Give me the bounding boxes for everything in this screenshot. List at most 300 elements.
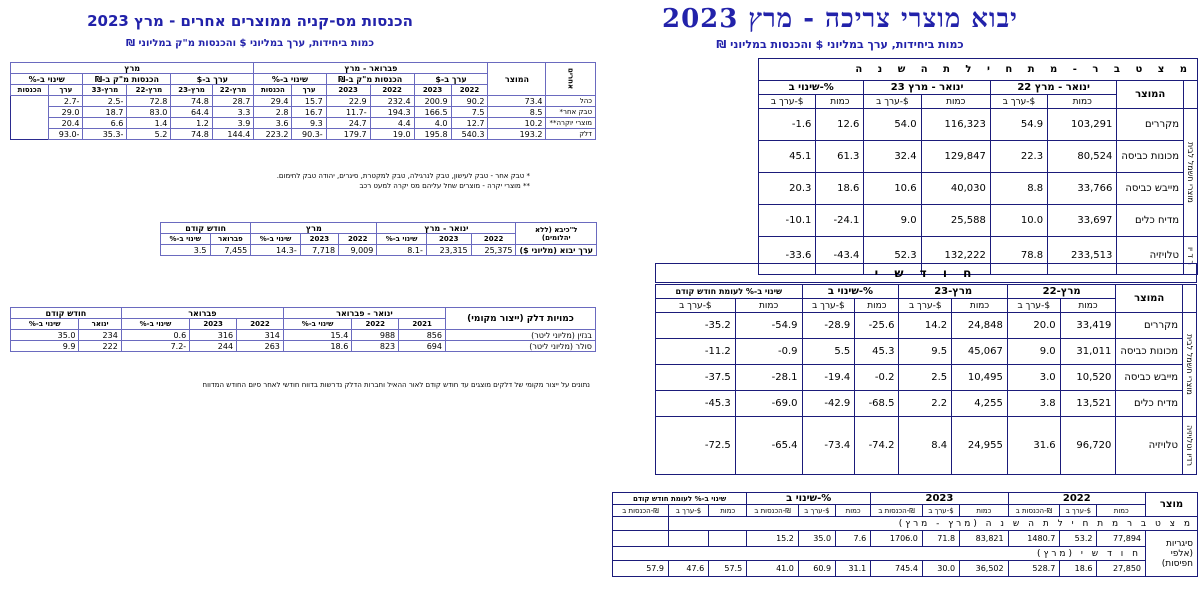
value-cell: 9.9 <box>11 341 79 352</box>
col-qty: כמות <box>921 95 990 109</box>
page-title-right: יבוא מוצרי צריכה - מרץ 2023 <box>662 4 1018 34</box>
table-row <box>656 417 1197 475</box>
page-title-left: הכנסות מס-קניה ממוצרים אחרים - מרץ 2023 <box>87 12 413 30</box>
value-cell: 144.4 <box>212 129 253 140</box>
product-name: כהל <box>546 96 596 107</box>
value-cell: 29.4 <box>254 96 292 107</box>
value-cell: -11.7 <box>326 107 370 118</box>
column-header: 2023 <box>300 234 338 245</box>
value-cell: 32.4 <box>864 141 921 173</box>
value-cell: 18.6 <box>1060 561 1097 577</box>
value-cell: 33,766 <box>1048 173 1117 205</box>
value-cell: 28.7 <box>212 96 253 107</box>
column-header: שינוי ב-% <box>11 319 79 330</box>
t1-product: המוצר <box>488 63 546 96</box>
column-header: ערך ב-$ <box>1060 505 1097 517</box>
value-cell: 52.3 <box>864 237 921 275</box>
value-cell: 10,520 <box>1060 365 1116 391</box>
value-cell: 4.4 <box>370 118 414 129</box>
value-cell: -7.2 <box>121 341 189 352</box>
value-cell: -65.4 <box>735 417 802 475</box>
column-header: שינוי ב-% <box>251 234 300 245</box>
value-cell: -37.5 <box>656 365 736 391</box>
t2-label: ל"כיבא (ללא יהלומים) <box>516 223 597 245</box>
monthly-table <box>655 284 1197 475</box>
value-cell: 64.4 <box>171 107 212 118</box>
value-cell: 745.4 <box>871 561 923 577</box>
empty-cell <box>709 531 747 547</box>
t1-h-chg: שינוי ב-% <box>254 74 326 85</box>
value-cell: -43.4 <box>816 237 864 275</box>
value-cell: 222 <box>79 341 121 352</box>
column-header: ערך <box>292 85 326 96</box>
value-cell: -10.1 <box>759 205 816 237</box>
value-cell: 9,009 <box>339 245 377 256</box>
table-row <box>759 109 1198 141</box>
value-cell: -0.9 <box>735 339 802 365</box>
footnote-1: * טבק אחר - טבק לעישון, טבק לנרגילה, טבק למקטרת, סיגרים, יהודה טבק לחימום. <box>276 172 530 180</box>
value-cell: 20.0 <box>1007 313 1060 339</box>
column-header: מרץ-33 <box>83 85 127 96</box>
product-name: סיגריות (אלפי חפיסות) <box>1146 531 1198 577</box>
column-header: כמות <box>960 505 1009 517</box>
column-header: הכנסות <box>11 85 49 96</box>
value-cell: 823 <box>352 341 399 352</box>
column-header: ערך <box>49 85 83 96</box>
value-cell: 18.6 <box>283 341 351 352</box>
product-name: ערך יבוא (מליוני $) <box>516 245 597 256</box>
column-header: ערך ב-$ <box>798 505 835 517</box>
side-label: אחרים <box>546 63 596 96</box>
value-cell: 316 <box>190 330 237 341</box>
column-header: הכנסות ב-₪ <box>613 505 669 517</box>
column-header: ינואר <box>79 319 121 330</box>
value-cell: -2.7 <box>49 96 83 107</box>
table-row <box>656 365 1197 391</box>
subtitle-right: כמות ביחידות, ערך במליוני $ והכנסות במליוני ₪ <box>716 38 964 51</box>
column-header: 2022 <box>237 319 284 330</box>
value-cell: 25,588 <box>921 205 990 237</box>
value-cell: -33.6 <box>759 237 816 275</box>
value-cell: 83,821 <box>960 531 1009 547</box>
value-cell: 31.1 <box>836 561 871 577</box>
value-cell: 35.0 <box>11 330 79 341</box>
value-cell: 30.0 <box>922 561 959 577</box>
col-qty: כמות <box>952 299 1008 313</box>
empty-cell <box>613 531 669 547</box>
value-cell: 18.7 <box>83 107 127 118</box>
value-cell: 4.0 <box>414 118 451 129</box>
table-row <box>759 141 1198 173</box>
product-name: מוצרי יוקרה** <box>546 118 596 129</box>
product-name: מכונות כביסה <box>1117 141 1184 173</box>
value-cell: 25,375 <box>471 245 516 256</box>
value-cell: 57.5 <box>709 561 747 577</box>
value-cell: 53.2 <box>1060 531 1097 547</box>
empty-cell <box>669 531 709 547</box>
value-cell: -1.6 <box>759 109 816 141</box>
table-row <box>656 339 1197 365</box>
value-cell: 232.4 <box>370 96 414 107</box>
cig-year-2023: 2023 <box>871 493 1008 505</box>
col-value: ערך ב-$ <box>990 95 1047 109</box>
value-cell: 195.8 <box>414 129 451 140</box>
col-qty: כמות <box>1048 95 1117 109</box>
value-cell: 24,955 <box>952 417 1008 475</box>
value-cell: 3.8 <box>1007 391 1060 417</box>
value-cell: 80,524 <box>1048 141 1117 173</box>
value-cell: -8.1 <box>377 245 426 256</box>
col-value: ערך ב-$ <box>759 95 816 109</box>
value-cell: 24.7 <box>326 118 370 129</box>
side-label: ר ד יו <box>1184 237 1198 275</box>
cig-year-2022: 2022 <box>1008 493 1145 505</box>
value-cell: -0.2 <box>855 365 899 391</box>
value-cell: 57.9 <box>613 561 669 577</box>
t2-grp-c: חודש קודם <box>161 223 251 234</box>
value-cell: 15.4 <box>283 330 351 341</box>
t3-grp-b: פברואר <box>121 308 283 319</box>
t3-label: כמויות דלק (ייצור מקומי) <box>446 308 596 330</box>
value-cell: -69.0 <box>735 391 802 417</box>
value-cell: -28.1 <box>735 365 802 391</box>
value-cell: 129,847 <box>921 141 990 173</box>
value-cell: 10.0 <box>990 205 1047 237</box>
t1-h-rev2: הכנסות מ"ק ב-₪ <box>83 74 171 85</box>
value-cell: 12.7 <box>451 118 488 129</box>
value-cell: 8.8 <box>990 173 1047 205</box>
value-cell: 9.0 <box>1007 339 1060 365</box>
value-cell: 31,011 <box>1060 339 1116 365</box>
value-cell: 45.1 <box>759 141 816 173</box>
value-cell: -54.9 <box>735 313 802 339</box>
product-name: טבק אחר* <box>546 107 596 118</box>
value-cell: 15.7 <box>292 96 326 107</box>
value-cell: 20.4 <box>49 118 83 129</box>
value-cell: -73.4 <box>802 417 855 475</box>
value-cell: 47.6 <box>669 561 709 577</box>
column-header: כמות <box>836 505 871 517</box>
column-header: ערך ב-$ <box>669 505 709 517</box>
value-cell: -25.6 <box>855 313 899 339</box>
value-cell: 223.2 <box>254 129 292 140</box>
value-cell: 22.9 <box>326 96 370 107</box>
value-cell: -68.5 <box>855 391 899 417</box>
table-row <box>759 173 1198 205</box>
value-cell: 18.6 <box>816 173 864 205</box>
monthly-change-prev: שינוי ב-% לעומת חודש קודם <box>656 285 803 299</box>
value-cell: 13,521 <box>1060 391 1116 417</box>
value-cell: 9.5 <box>899 339 952 365</box>
column-header: 2022 <box>370 85 414 96</box>
value-cell: 5.2 <box>127 129 171 140</box>
product-name: דלק <box>546 129 596 140</box>
ytd-product-header: המוצר <box>1117 81 1184 109</box>
cig-change: שינוי ב-% <box>747 493 871 505</box>
value-cell: 10.6 <box>864 173 921 205</box>
col-value: ערך ב-$ <box>802 299 855 313</box>
ytd-period-2022: ינואר - מרץ 22 <box>990 81 1117 95</box>
value-cell: 45,067 <box>952 339 1008 365</box>
value-cell: -35.2 <box>656 313 736 339</box>
product-name: מייבש כביסה <box>1116 365 1183 391</box>
value-cell: 244 <box>190 341 237 352</box>
value-cell: 7,455 <box>210 245 251 256</box>
value-cell: 72.8 <box>127 96 171 107</box>
column-header: 2022 <box>339 234 377 245</box>
monthly-change: שינוי ב-% <box>802 285 899 299</box>
t1-h-chg2: שינוי ב-% <box>11 74 83 85</box>
value-cell: 9.0 <box>864 205 921 237</box>
monthly-band: ח ו ד ש י <box>655 263 1197 283</box>
value-cell: 54.9 <box>990 109 1047 141</box>
value-cell: 10.2 <box>488 118 546 129</box>
value-cell: 528.7 <box>1008 561 1060 577</box>
value-cell: 234 <box>79 330 121 341</box>
value-cell: 36,502 <box>960 561 1009 577</box>
column-header: מרץ-23 <box>171 85 212 96</box>
value-cell: -11.2 <box>656 339 736 365</box>
col-qty: כמות <box>816 95 864 109</box>
product-name: מדיח כלים <box>1117 205 1184 237</box>
value-cell: 23,315 <box>426 245 471 256</box>
column-header: 2023 <box>326 85 370 96</box>
ytd-table <box>758 58 1198 263</box>
value-cell: 103,291 <box>1048 109 1117 141</box>
value-cell: 200.9 <box>414 96 451 107</box>
column-header: שינוי ב-% <box>283 319 351 330</box>
value-cell: 33,697 <box>1048 205 1117 237</box>
value-cell: 540.3 <box>451 129 488 140</box>
column-header: 2022 <box>451 85 488 96</box>
value-cell: 29.0 <box>49 107 83 118</box>
cig-monthly-band: ח ו ד ש י (מרץ) <box>613 547 1146 561</box>
column-header: ערך ב-$ <box>922 505 959 517</box>
ytd-band: מ צ ט ב ר - מ ת ח י ל ת ה ש נ ה <box>759 59 1198 81</box>
value-cell: -93.0 <box>49 129 83 140</box>
value-cell: 1.4 <box>127 118 171 129</box>
ytd-period-2023: ינואר - מרץ 23 <box>864 81 991 95</box>
value-cell: -42.9 <box>802 391 855 417</box>
subtitle-left: כמות ביחידות, ערך במליוני $ והכנסות מ"ק במליוני ₪ <box>125 38 375 49</box>
monthly-period-2022: מרץ-22 <box>1007 285 1115 299</box>
t3-grp-a: ינואר - פברואר <box>283 308 445 319</box>
value-cell: 12.6 <box>816 109 864 141</box>
value-cell: -2.5 <box>83 96 127 107</box>
value-cell: 27,850 <box>1097 561 1146 577</box>
product-name: מכונות כביסה <box>1116 339 1183 365</box>
monthly-product-header: המוצר <box>1116 285 1183 313</box>
cigarettes-table <box>612 492 1198 577</box>
value-cell: 3.6 <box>254 118 292 129</box>
value-cell: 9.3 <box>292 118 326 129</box>
column-header: שינוי ב-% <box>121 319 189 330</box>
value-cell: -28.9 <box>802 313 855 339</box>
value-cell: 3.3 <box>212 107 253 118</box>
table-row <box>656 391 1197 417</box>
column-header: 2023 <box>414 85 451 96</box>
value-cell: 83.0 <box>127 107 171 118</box>
ytd-change: שינוי ב-% <box>759 81 864 95</box>
value-cell: 233,513 <box>1048 237 1117 275</box>
column-header: פברואר <box>210 234 251 245</box>
value-cell: 3.9 <box>212 118 253 129</box>
value-cell: 988 <box>352 330 399 341</box>
column-header: הכנסות ב-₪ <box>871 505 923 517</box>
value-cell: 166.5 <box>414 107 451 118</box>
value-cell: -45.3 <box>656 391 736 417</box>
column-header: 2022 <box>352 319 399 330</box>
col-qty: כמות <box>855 299 899 313</box>
value-cell: -24.1 <box>816 205 864 237</box>
col-qty: כמות <box>1060 299 1116 313</box>
t1-h-val2: ערך ב-$ <box>171 74 254 85</box>
value-cell: -14.3 <box>251 245 300 256</box>
value-cell: 0.6 <box>121 330 189 341</box>
value-cell: 194.3 <box>370 107 414 118</box>
fuel-note: נתונים על ייצור מקומי של דלקים מוצגים עד חודש קודם לאור ההאיל וחברות הדלק נדרשות בדווח חודשי לאחר סיום החודש המדווח <box>202 381 590 389</box>
value-cell: 694 <box>399 341 446 352</box>
value-cell: 1480.7 <box>1008 531 1060 547</box>
value-cell: 2.2 <box>899 391 952 417</box>
value-cell: 4,255 <box>952 391 1008 417</box>
value-cell: 1.2 <box>171 118 212 129</box>
value-cell: 73.4 <box>488 96 546 107</box>
value-cell: 54.0 <box>864 109 921 141</box>
t2-grp-b: מרץ <box>251 223 377 234</box>
column-header: 2021 <box>399 319 446 330</box>
value-cell: 45.3 <box>855 339 899 365</box>
value-cell: 116,323 <box>921 109 990 141</box>
value-cell: 7.6 <box>836 531 871 547</box>
t1-h-val: ערך ב-$ <box>414 74 488 85</box>
value-cell: 74.8 <box>171 96 212 107</box>
t1-grp-b: מרץ <box>11 63 254 74</box>
value-cell: 31.6 <box>1007 417 1060 475</box>
value-cell: 77,894 <box>1097 531 1146 547</box>
col-value: ערך ב-$ <box>656 299 736 313</box>
product-name: מדיח כלים <box>1116 391 1183 417</box>
value-cell: 6.6 <box>83 118 127 129</box>
table-row <box>759 205 1198 237</box>
value-cell: 40,030 <box>921 173 990 205</box>
product-name: טלויזיה <box>1117 237 1184 275</box>
product-name: מקררים <box>1116 313 1183 339</box>
value-cell: -90.3 <box>292 129 326 140</box>
value-cell: 16.7 <box>292 107 326 118</box>
product-name: מקררים <box>1117 109 1184 141</box>
table-row <box>11 330 596 341</box>
value-cell: 179.7 <box>326 129 370 140</box>
cig-change-prev: שינוי ב-% לעומת חודש קודם <box>613 493 747 505</box>
column-header: מרץ-22 <box>127 85 171 96</box>
value-cell: -35.3 <box>83 129 127 140</box>
imports-value-table <box>160 222 597 256</box>
product-name: מייבש כביסה <box>1117 173 1184 205</box>
table-row <box>11 129 596 140</box>
value-cell: 8.5 <box>488 107 546 118</box>
value-cell: 35.0 <box>798 531 835 547</box>
column-header: הכנסות <box>254 85 292 96</box>
column-header: מרץ-22 <box>212 85 253 96</box>
column-header: כמות <box>1097 505 1146 517</box>
value-cell: 71.8 <box>922 531 959 547</box>
column-header: הכנסות ב-₪ <box>747 505 799 517</box>
value-cell: 19.0 <box>370 129 414 140</box>
value-cell: 5.5 <box>802 339 855 365</box>
table-row <box>656 313 1197 339</box>
column-header: כמות <box>709 505 747 517</box>
value-cell: 3.0 <box>1007 365 1060 391</box>
value-cell: -72.5 <box>656 417 736 475</box>
value-cell: 33,419 <box>1060 313 1116 339</box>
value-cell: 74.8 <box>171 129 212 140</box>
footnote-2: ** מוצרי יקרה - מוצרים שחל עליהם מס יקרה למעט רכב <box>359 182 530 190</box>
product-name: סולר (מליוני ליטר) <box>446 341 596 352</box>
t1-grp-a: פברואר - מרץ <box>254 63 488 74</box>
column-header: שינוי ב-% <box>161 234 211 245</box>
value-cell: 1706.0 <box>871 531 923 547</box>
monthly-period-2023: מרץ-23 <box>899 285 1007 299</box>
t2-grp-a: ינואר - מרץ <box>377 223 516 234</box>
value-cell: -74.2 <box>855 417 899 475</box>
side-label: רדיו וטלויזיה <box>1183 417 1197 475</box>
cig-ytd-band: מ צ ט ב ר מ ת ח י ל ת ה ש נ ה (מרץ - מרץ) <box>669 517 1198 531</box>
value-cell: 193.2 <box>488 129 546 140</box>
value-cell: 14.2 <box>899 313 952 339</box>
value-cell: 78.8 <box>990 237 1047 275</box>
value-cell: 96,720 <box>1060 417 1116 475</box>
value-cell: 856 <box>399 330 446 341</box>
table-row <box>11 96 596 107</box>
value-cell: 132,222 <box>921 237 990 275</box>
value-cell: 22.3 <box>990 141 1047 173</box>
value-cell: 263 <box>237 341 284 352</box>
table-row <box>11 107 596 118</box>
value-cell: 15.2 <box>747 531 799 547</box>
value-cell: 90.2 <box>451 96 488 107</box>
value-cell: 20.3 <box>759 173 816 205</box>
col-value: ערך ב-$ <box>899 299 952 313</box>
value-cell: 2.5 <box>899 365 952 391</box>
column-header: 2022 <box>471 234 516 245</box>
value-cell: 41.0 <box>747 561 799 577</box>
t1-h-rev: הכנסות מ"ק ב-₪ <box>326 74 414 85</box>
other-products-table <box>10 62 596 140</box>
cig-product-header: מוצר <box>1146 493 1198 517</box>
col-value: ערך ב-$ <box>864 95 921 109</box>
value-cell: 10,495 <box>952 365 1008 391</box>
product-name: בנזין (מליוני ליטר) <box>446 330 596 341</box>
value-cell: 3.5 <box>161 245 211 256</box>
product-name: טלויזיה <box>1116 417 1183 475</box>
side-label: מוצרי חשמל לבית <box>1184 109 1198 237</box>
column-header: הכנסות ב-₪ <box>1008 505 1060 517</box>
value-cell: -19.4 <box>802 365 855 391</box>
value-cell: 60.9 <box>798 561 835 577</box>
t3-grp-c: חודש קודם <box>11 308 122 319</box>
value-cell: 24,848 <box>952 313 1008 339</box>
column-header: 2023 <box>426 234 471 245</box>
value-cell: 314 <box>237 330 284 341</box>
value-cell: 61.3 <box>816 141 864 173</box>
value-cell: 2.8 <box>254 107 292 118</box>
side-label: מוצרי חשמל לבית <box>1183 313 1197 417</box>
column-header: 2023 <box>190 319 237 330</box>
value-cell: 8.4 <box>899 417 952 475</box>
table-row <box>11 118 596 129</box>
value-cell: 7,718 <box>300 245 338 256</box>
